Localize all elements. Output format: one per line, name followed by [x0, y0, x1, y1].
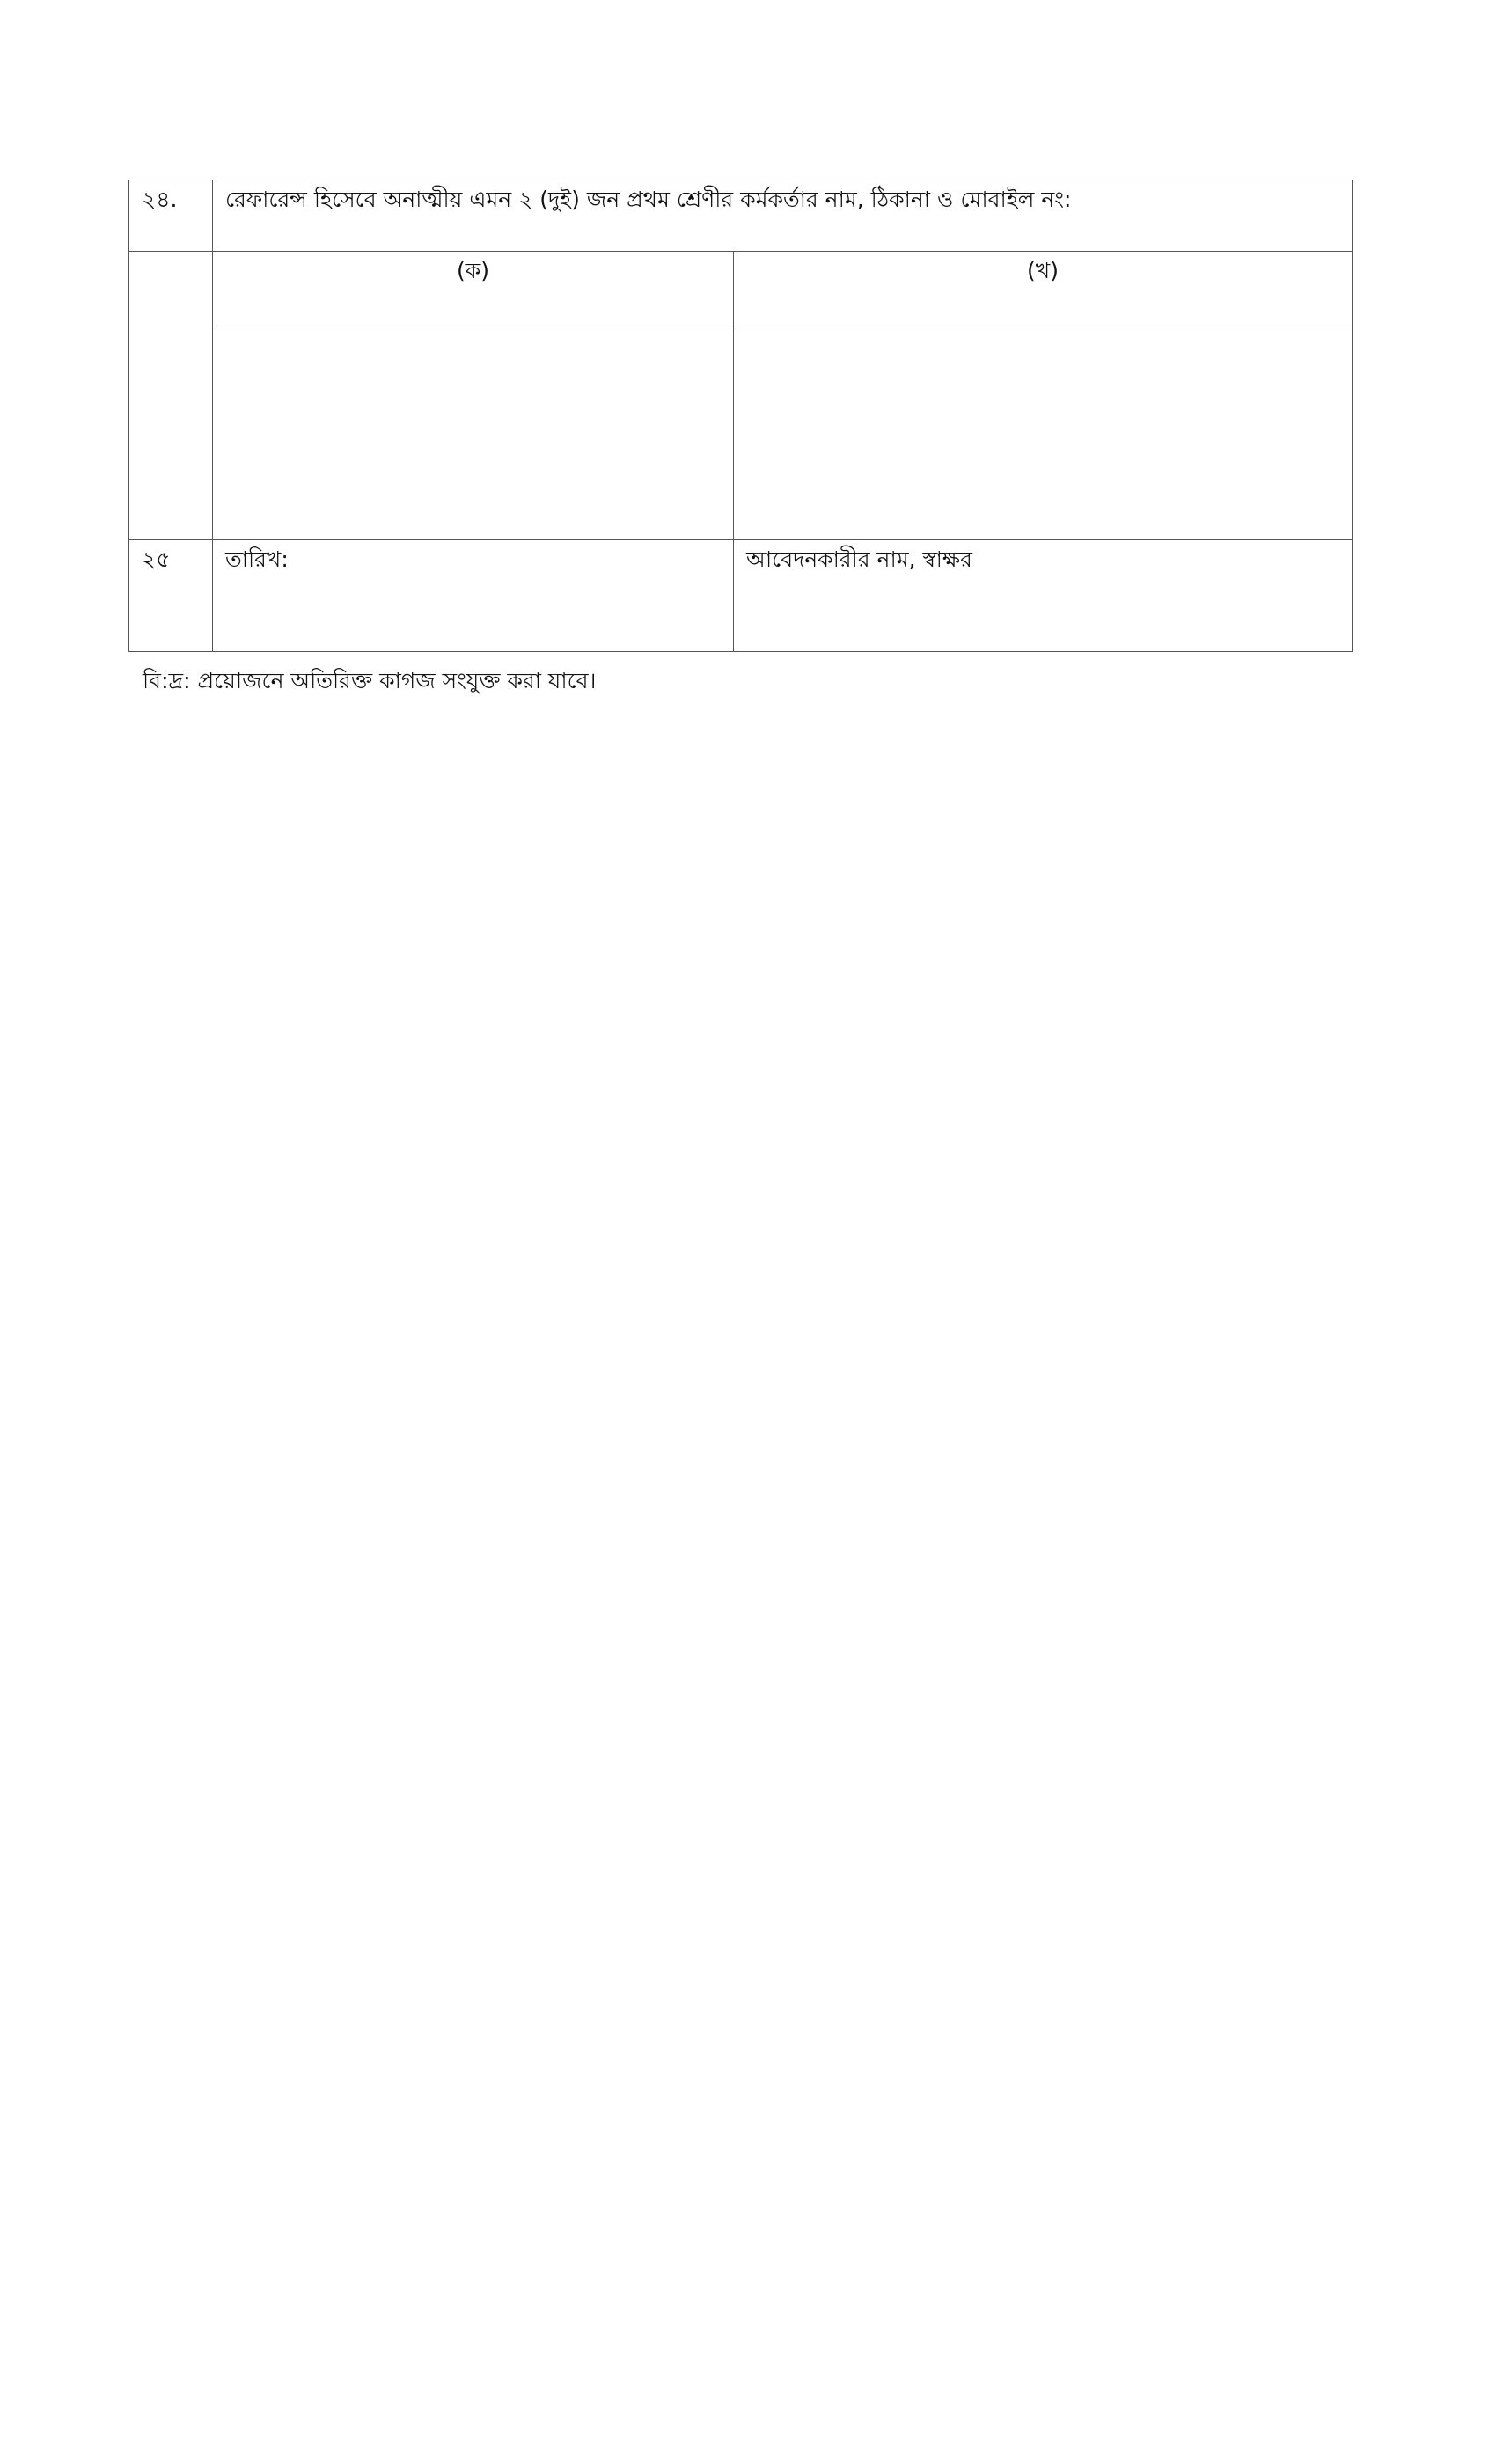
- item-24-reference-labels-row: [129, 252, 1353, 326]
- reference-b-label: (খ): [734, 252, 1353, 326]
- reference-b-field[interactable]: [734, 326, 1353, 540]
- item-24-number: ২৪.: [129, 180, 213, 252]
- item-24-question: রেফারেন্স হিসেবে অনাত্মীয় এমন ২ (দুই) জন প্রথম শ্রেণীর কর্মকর্তার নাম, ঠিকানা ও মোবাইল নং:: [213, 180, 1353, 252]
- date-field[interactable]: তারিখ:: [213, 540, 734, 652]
- reference-a-label: (ক): [213, 252, 734, 326]
- item-24-number-spacer: [129, 252, 213, 540]
- application-form-table: [128, 180, 1353, 652]
- item-24-header-row: [129, 180, 1353, 252]
- footnote: বি:দ্র: প্রয়োজনে অতিরিক্ত কাগজ সংযুক্ত করা যাবে।: [143, 668, 597, 693]
- item-25-row: [129, 540, 1353, 652]
- item-25-number: ২৫: [129, 540, 213, 652]
- applicant-name-signature-field[interactable]: আবেদনকারীর নাম, স্বাক্ষর: [734, 540, 1353, 652]
- item-24-reference-fields-row: [129, 326, 1353, 540]
- reference-a-field[interactable]: [213, 326, 734, 540]
